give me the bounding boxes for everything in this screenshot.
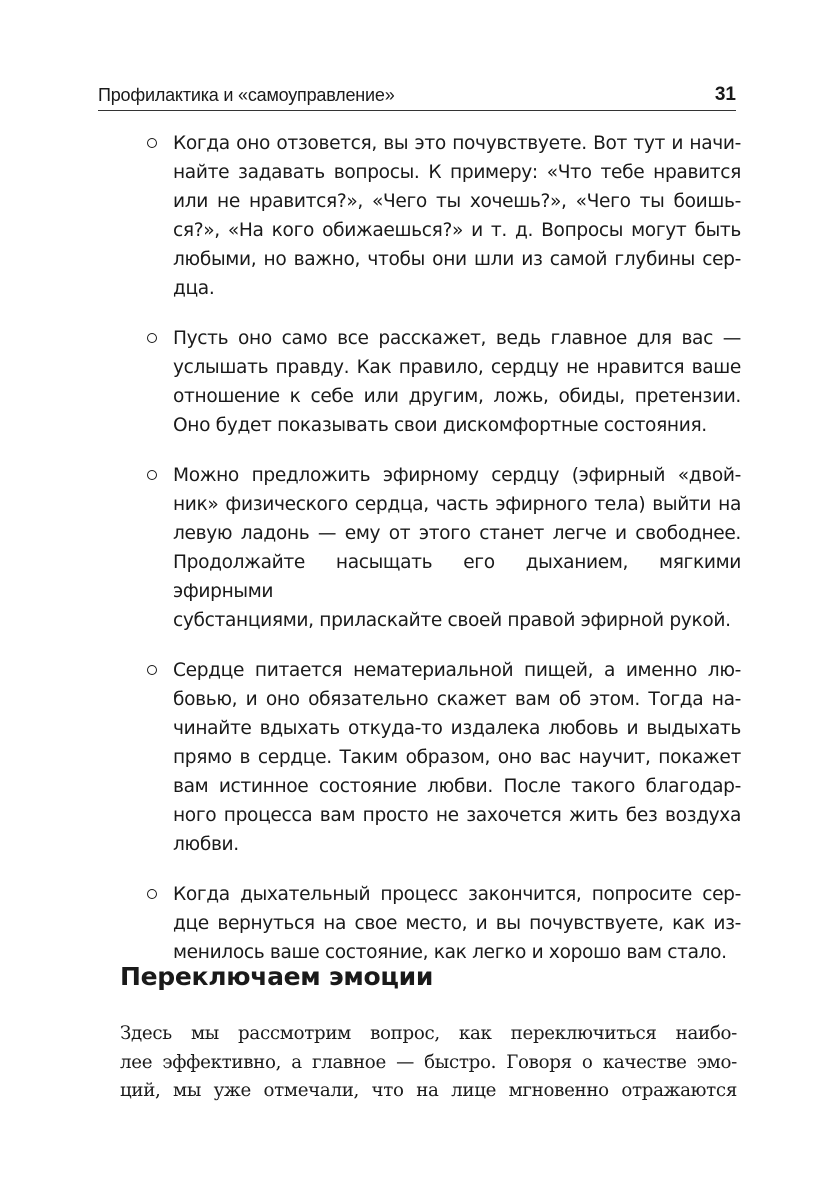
circle-bullet-icon [147, 665, 157, 675]
text-line: вам истинное состояние любви. После такого благодар- [173, 776, 741, 797]
section-heading: Переключаем эмоции [120, 962, 434, 991]
text-line: ного процесса вам просто не захочется жить без воздуха [173, 805, 741, 826]
circle-bullet-icon [147, 138, 157, 148]
text-line: Пусть оно само все расскажет, ведь главное для вас — [173, 328, 741, 349]
list-item [145, 880, 741, 967]
text-line: или не нравится?», «Чего ты хочешь?», «Чего ты боишь- [173, 191, 741, 212]
running-head [98, 76, 736, 111]
text-line: Продолжайте насыщать его дыханием, мягкими эфирными [173, 552, 741, 602]
circle-bullet-icon [147, 333, 157, 343]
list-item [145, 461, 741, 635]
text-line: ник» физического сердца, часть эфирного тела) выйти на [173, 494, 741, 515]
circle-bullet-icon [147, 470, 157, 480]
text-line: ся?», «На кого обижаешься?» и т. д. Вопросы могут быть [173, 220, 741, 241]
text-line: бовью, и оно обязательно скажет вам об этом. Тогда на- [173, 689, 741, 710]
text-line: любыми, но важно, чтобы они шли из самой глубины сер- [173, 249, 741, 270]
page-number: 31 [714, 84, 736, 105]
list-item [145, 129, 741, 303]
text-line: любви. [173, 834, 239, 855]
text-line: левую ладонь — ему от этого станет легче и свободнее. [173, 523, 741, 544]
text-line: ций, мы уже отмечали, что на лице мгновенно отражаются [120, 1080, 737, 1101]
bullet-list [145, 129, 741, 988]
text-line: отношение к себе или другим, ложь, обиды, претензии. [173, 386, 741, 407]
text-line: Оно будет показывать свои дискомфортные состояния. [173, 415, 707, 436]
text-line: прямо в сердце. Таким образом, оно вас научит, покажет [173, 747, 741, 768]
text-line: лее эффективно, а главное — быстро. Говоря о качестве эмо- [120, 1051, 737, 1073]
text-line: Можно предложить эфирному сердцу (эфирный «двой- [173, 465, 741, 486]
text-line: услышать правду. Как правило, сердцу не нравится ваше [173, 357, 741, 378]
list-item [145, 324, 741, 440]
text-line: Когда оно отзовется, вы это почувствуете. Вот тут и начи- [173, 133, 741, 154]
chapter-title: Профилактика и «самоуправление» [98, 85, 395, 105]
text-line: субстанциями, приласкайте своей правой эфирной рукой. [173, 610, 731, 631]
text-line: найте задавать вопросы. К примеру: «Что тебе нравится [173, 162, 741, 183]
body-paragraph [120, 1020, 737, 1106]
circle-bullet-icon [147, 889, 157, 899]
text-line: Когда дыхательный процесс закончится, попросите сер- [173, 884, 741, 905]
text-line: чинайте вдыхать откуда-то издалека любовь и выдыхать [173, 718, 741, 739]
text-line: Здесь мы рассмотрим вопрос, как переключиться наибо- [120, 1023, 737, 1044]
list-item [145, 656, 741, 859]
text-line: дце вернуться на свое место, и вы почувствуете, как из- [173, 913, 741, 934]
text-line: дца. [173, 278, 215, 299]
text-line: менилось ваше состояние, как легко и хорошо вам стало. [173, 942, 727, 963]
text-line: Сердце питается нематериальной пищей, а именно лю- [173, 660, 741, 681]
